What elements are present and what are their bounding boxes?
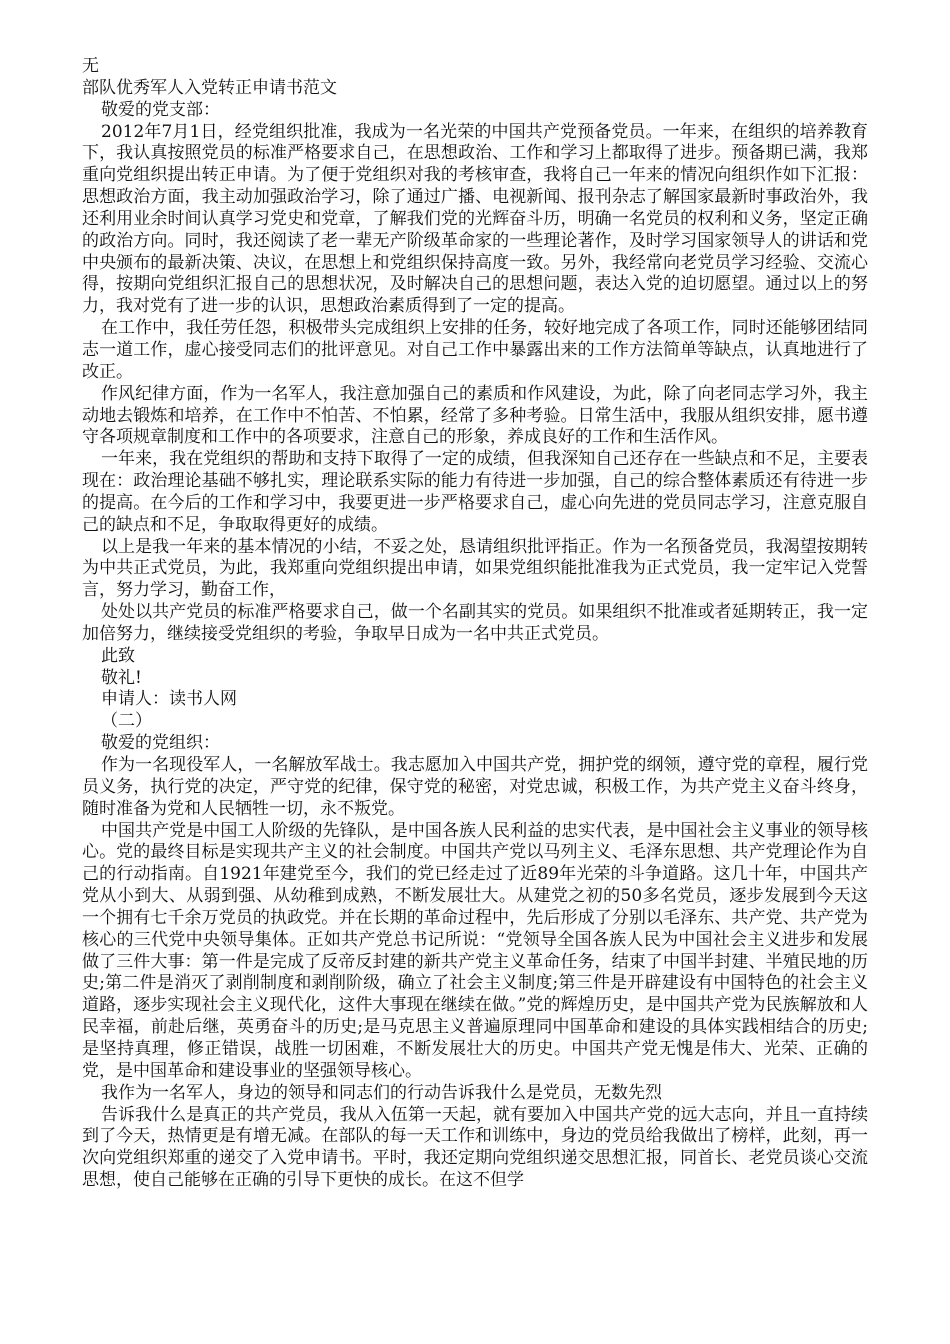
letter1-paragraph-3: 作风纪律方面，作为一名军人，我注意加强自己的素质和作风建设，为此，除了向老同志学习外，我主动地去锻炼和培养，在工作中不怕苦、不怕累，经常了多种考验。日常生活中，我服从组织安排，愿书遵守各项规章制度和工作中的各项要求，注意自己的形象，养成良好的工作和生活作风。	[82, 383, 868, 448]
letter1-paragraph-1: 2012年7月1日，经党组织批准，我成为一名光荣的中国共产党预备党员。一年来，在组织的培养教育下，我认真按照党员的标准严格要求自己，在思想政治、工作和学习上都取得了进步。预备期已满，我郑重向党组织提出转正申请。为了便于党组织对我的考核审查，我将自己一年来的情况向组织作如下汇报：思想政治方面，我主动加强政治学习，除了通过广播、电视新闻、报刊杂志了解国家最新时事政治外，我还利用业余时间认真学习党史和党章，了解我们党的光辉奋斗历，明确一名党员的权利和义务，坚定正确的政治方向。同时，我还阅读了老一辈无产阶级革命家的一些理论著作，及时学习国家领导人的讲话和党中央颁布的最新决策、决议，在思想上和党组织保持高度一致。另外，我经常向老党员学习经验、交流心得，按期向党组织汇报自己的思想状况，及时解决自己的思想问题，表达入党的迫切愿望。通过以上的努力，我对党有了进一步的认识，思想政治素质得到了一定的提高。	[82, 121, 868, 317]
letter1-paragraph-2: 在工作中，我任劳任怨，积极带头完成组织上安排的任务，较好地完成了各项工作，同时还能够团结同志一道工作，虚心接受同志们的批评意见。对自己工作中暴露出来的工作方法简单等缺点，认真地进行了改正。	[82, 318, 868, 382]
letter1-salutation: 敬爱的党支部：	[101, 99, 220, 120]
letter1-paragraph-4: 一年来，我在党组织的帮助和支持下取得了一定的成绩，但我深知自己还存在一些缺点和不足，主要表现在：政治理论基础不够扎实，理论联系实际的能力有待进一步加强，自己的综合整体素质还有待进一步的提高。在今后的工作和学习中，我要更进一步严格要求自己，虚心向先进的党员同志学习，注意克服自己的缺点和不足，争取取得更好的成绩。	[82, 449, 868, 535]
letter1-closing-2: 敬礼!	[101, 667, 142, 688]
top-note: 无	[82, 56, 99, 76]
letter2-paragraph-3: 我作为一名军人，身边的领导和同志们的行动告诉我什么是党员，无数先烈	[101, 1082, 662, 1103]
letter2-paragraph-1: 作为一名现役军人，一名解放军战士。我志愿加入中国共产党，拥护党的纲领，遵守党的章程，履行党员义务，执行党的决定，严守党的纪律，保守党的秘密，对党忠诚，积极工作，为共产党主义奋斗终身，随时准备为党和人民牺牲一切，永不叛党。	[82, 755, 868, 819]
letter1-applicant: 申请人：读书人网	[101, 689, 237, 710]
letter2-paragraph-2: 中国共产党是中国工人阶级的先锋队，是中国各族人民利益的忠实代表，是中国社会主义事业的领导核心。党的最终目标是实现共产主义的社会制度。中国共产党以马列主义、毛泽东思想、共产党理论作为自己的行动指南。自1921年建党至今，我们的党已经走过了近89年光荣的斗争道路。这几十年，中国共产党从小到大、从弱到强、从幼稚到成熟，不断发展壮大。从建党之初的50多名党员，逐步发展到今天这一个拥有七千余万党员的执政党。并在长期的革命过程中，先后形成了分别以毛泽东、共产党、共产党为核心的三代党中央领导集体。正如共产党总书记所说：“党领导全国各族人民为中国社会主义进步和发展做了三件大事：第一件是完成了反帝反封建的新共产党主义革命任务，结束了中国半封建、半殖民地的历史;第二件是消灭了剥削制度和剥削阶级，确立了社会主义制度;第三件是开辟建设有中国特色的社会主义道路，逐步实现社会主义现代化，这件大事现在继续在做。”党的辉煌历史，是中国共产党为民族解放和人民幸福，前赴后继，英勇奋斗的历史;是马克思主义普遍原理同中国革命和建设的具体实践相结合的历史;是坚持真理，修正错误，战胜一切困难，不断发展壮大的历史。中国共产党无愧是伟大、光荣、正确的党，是中国革命和建设事业的坚强领导核心。	[82, 820, 868, 1081]
letter2-paragraph-4: 告诉我什么是真正的共产党员，我从入伍第一天起，就有要加入中国共产党的远大志向，并且一直持续到了今天，热情更是有增无减。在部队的每一天工作和训练中，身边的党员给我做出了榜样，此刻，再一次向党组织郑重的递交了入党申请书。平时，我还定期向党组织递交思想汇报，同首长、老党员谈心交流思想，使自己能够在正确的引导下更快的成长。在这不但学	[82, 1104, 868, 1191]
letter1-paragraph-6: 处处以共产党员的标准严格要求自己，做一个名副其实的党员。如果组织不批准或者延期转正，我一定加倍努力，继续接受党组织的考验，争取早日成为一名中共正式党员。	[82, 602, 868, 644]
document-title: 部队优秀军人入党转正申请书范文	[82, 77, 337, 98]
letter1-paragraph-5: 以上是我一年来的基本情况的小结，不妥之处，恳请组织批评指正。作为一名预备党员，我渴望按期转为中共正式党员，为此，我郑重向党组织提出申请，如果党组织能批准我为正式党员，我一定牢记入党誓言，努力学习，勤奋工作，	[82, 536, 868, 601]
letter2-salutation: 敬爱的党组织：	[101, 733, 220, 754]
section-2-marker: （二）	[101, 711, 152, 732]
letter1-closing-1: 此致	[101, 645, 135, 666]
